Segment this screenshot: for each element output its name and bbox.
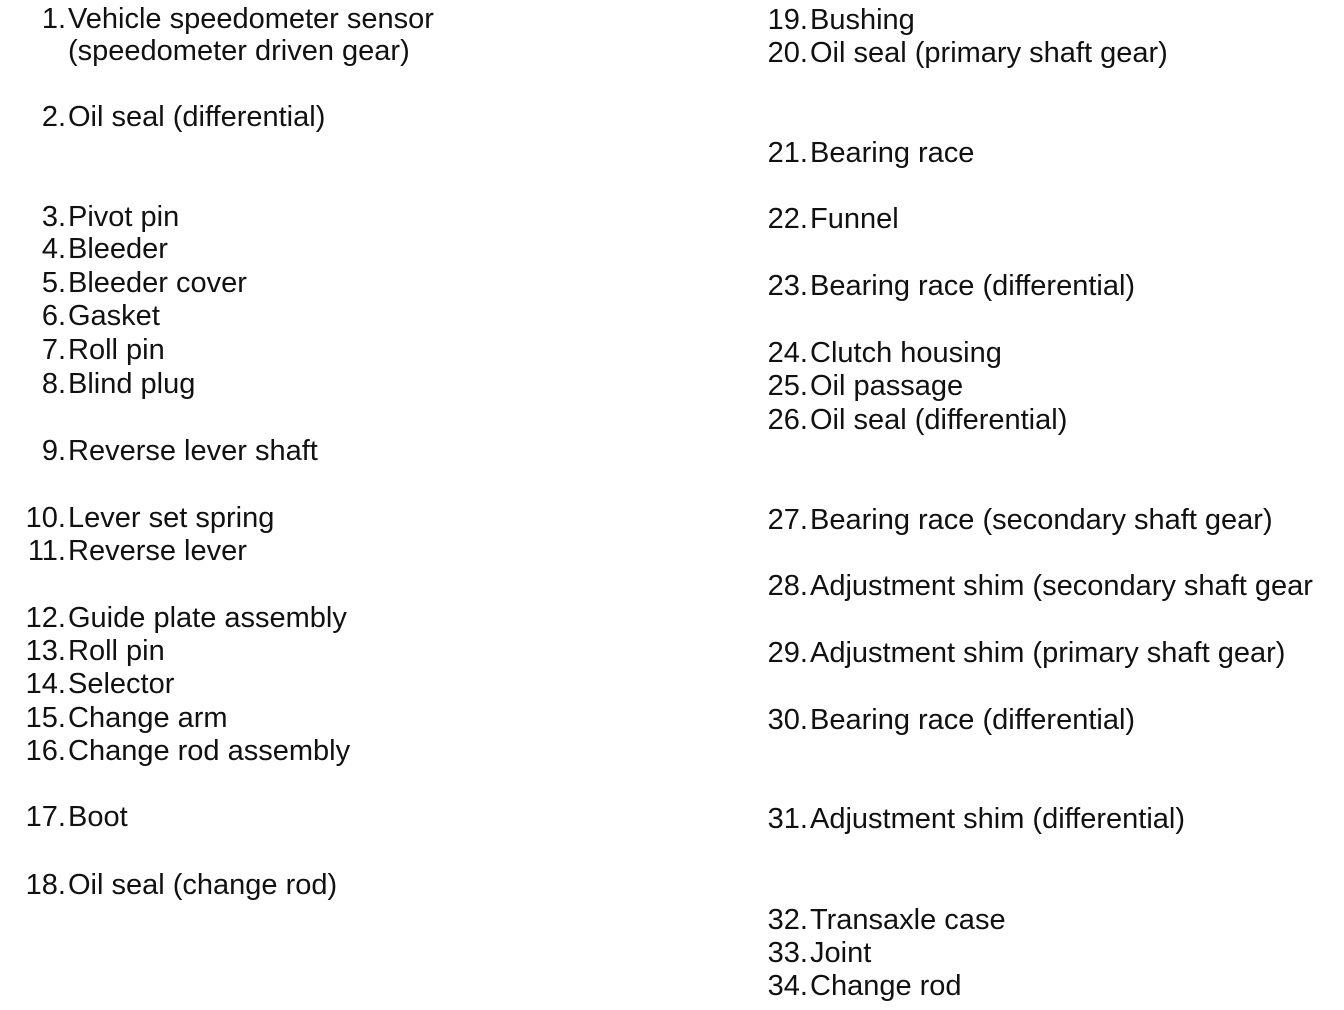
- list-item: [764, 904, 1006, 937]
- item-label: Guide plate assembly: [68, 602, 347, 634]
- item-label: Selector: [68, 668, 175, 700]
- item-number: 21.: [767, 137, 808, 169]
- item-label: Bushing: [810, 4, 915, 36]
- item-label: Bearing race (secondary shaft gear): [810, 504, 1273, 536]
- item-label: Change rod: [810, 970, 962, 1002]
- list-item: [764, 504, 1273, 537]
- item-number: 28.: [767, 570, 808, 602]
- item-label: Transaxle case: [810, 904, 1006, 936]
- item-label: Oil seal (differential): [810, 404, 1068, 436]
- item-number: 10.: [25, 502, 66, 534]
- item-number: 19.: [767, 4, 808, 36]
- item-label: Blind plug: [68, 368, 196, 400]
- list-item: [764, 803, 1185, 836]
- item-label: Adjustment shim (secondary shaft gear: [810, 570, 1313, 602]
- list-item: [764, 37, 1168, 70]
- item-number: 8.: [41, 368, 66, 400]
- item-label: Bearing race (differential): [810, 270, 1136, 302]
- item-number: 5.: [41, 267, 66, 299]
- item-number: 25.: [767, 370, 808, 402]
- item-number: 29.: [767, 637, 808, 669]
- item-number: 34.: [767, 970, 808, 1002]
- item-label: Adjustment shim (primary shaft gear): [810, 637, 1286, 669]
- item-label: Oil passage: [810, 370, 964, 402]
- item-number: 7.: [41, 334, 66, 366]
- list-item: [764, 937, 871, 970]
- item-label: Reverse lever shaft: [68, 435, 318, 467]
- item-label: Lever set spring: [68, 502, 275, 534]
- item-label: Adjustment shim (differential): [810, 803, 1186, 835]
- item-number: 4.: [41, 233, 66, 265]
- item-label: Change rod assembly: [68, 735, 351, 767]
- item-number: 12.: [25, 602, 66, 634]
- item-label: Bleeder cover: [68, 267, 247, 299]
- item-number: 14.: [25, 668, 66, 700]
- item-number: 11.: [27, 535, 66, 567]
- item-number: 15.: [25, 702, 66, 734]
- item-label: Pivot pin: [68, 201, 180, 233]
- item-number: 16.: [25, 735, 66, 767]
- item-label: (speedometer driven gear): [68, 35, 410, 67]
- item-label: Oil seal (differential): [68, 101, 326, 133]
- item-number: 32.: [767, 904, 808, 936]
- list-item: [764, 137, 974, 170]
- item-label: Funnel: [810, 203, 899, 235]
- item-number: 31.: [767, 803, 808, 835]
- item-number: 26.: [767, 404, 808, 436]
- list-item: [764, 404, 1067, 437]
- item-number: 20.: [767, 37, 808, 69]
- item-label: Roll pin: [68, 635, 165, 667]
- item-number: 13.: [25, 635, 66, 667]
- item-number: 9.: [41, 435, 66, 467]
- item-label: Change arm: [68, 702, 228, 734]
- item-label: Boot: [68, 801, 128, 833]
- list-item: [764, 970, 962, 1003]
- item-number: 6.: [41, 300, 66, 332]
- item-number: 2.: [41, 101, 66, 133]
- item-label: Bearing race: [810, 137, 975, 169]
- list-item: [764, 270, 1135, 303]
- item-number: 1.: [41, 3, 66, 35]
- list-item: [764, 203, 899, 236]
- item-label: Oil seal (change rod): [68, 869, 338, 901]
- item-label: Bleeder: [68, 233, 168, 265]
- item-label: Oil seal (primary shaft gear): [810, 37, 1168, 69]
- item-label: Reverse lever: [68, 535, 247, 567]
- item-number: 30.: [767, 704, 808, 736]
- item-number: 24.: [767, 337, 808, 369]
- list-item: [764, 704, 1135, 737]
- list-item: [764, 4, 915, 37]
- item-label: Gasket: [68, 300, 160, 332]
- item-number: 18.: [25, 869, 66, 901]
- item-label: Bearing race (differential): [810, 704, 1136, 736]
- item-label: Clutch housing: [810, 337, 1002, 369]
- item-label: Joint: [810, 937, 872, 969]
- item-number: 17.: [25, 801, 66, 833]
- item-number: 33.: [767, 937, 808, 969]
- item-number: 22.: [767, 203, 808, 235]
- item-label: Vehicle speedometer sensor: [68, 3, 434, 35]
- list-item: [764, 570, 1313, 603]
- list-item: [764, 370, 963, 403]
- list-item: [764, 637, 1285, 670]
- list-item: [764, 337, 1002, 370]
- item-number: 27.: [767, 504, 808, 536]
- item-number: 23.: [767, 270, 808, 302]
- item-number: 3.: [41, 201, 66, 233]
- item-label: Roll pin: [68, 334, 165, 366]
